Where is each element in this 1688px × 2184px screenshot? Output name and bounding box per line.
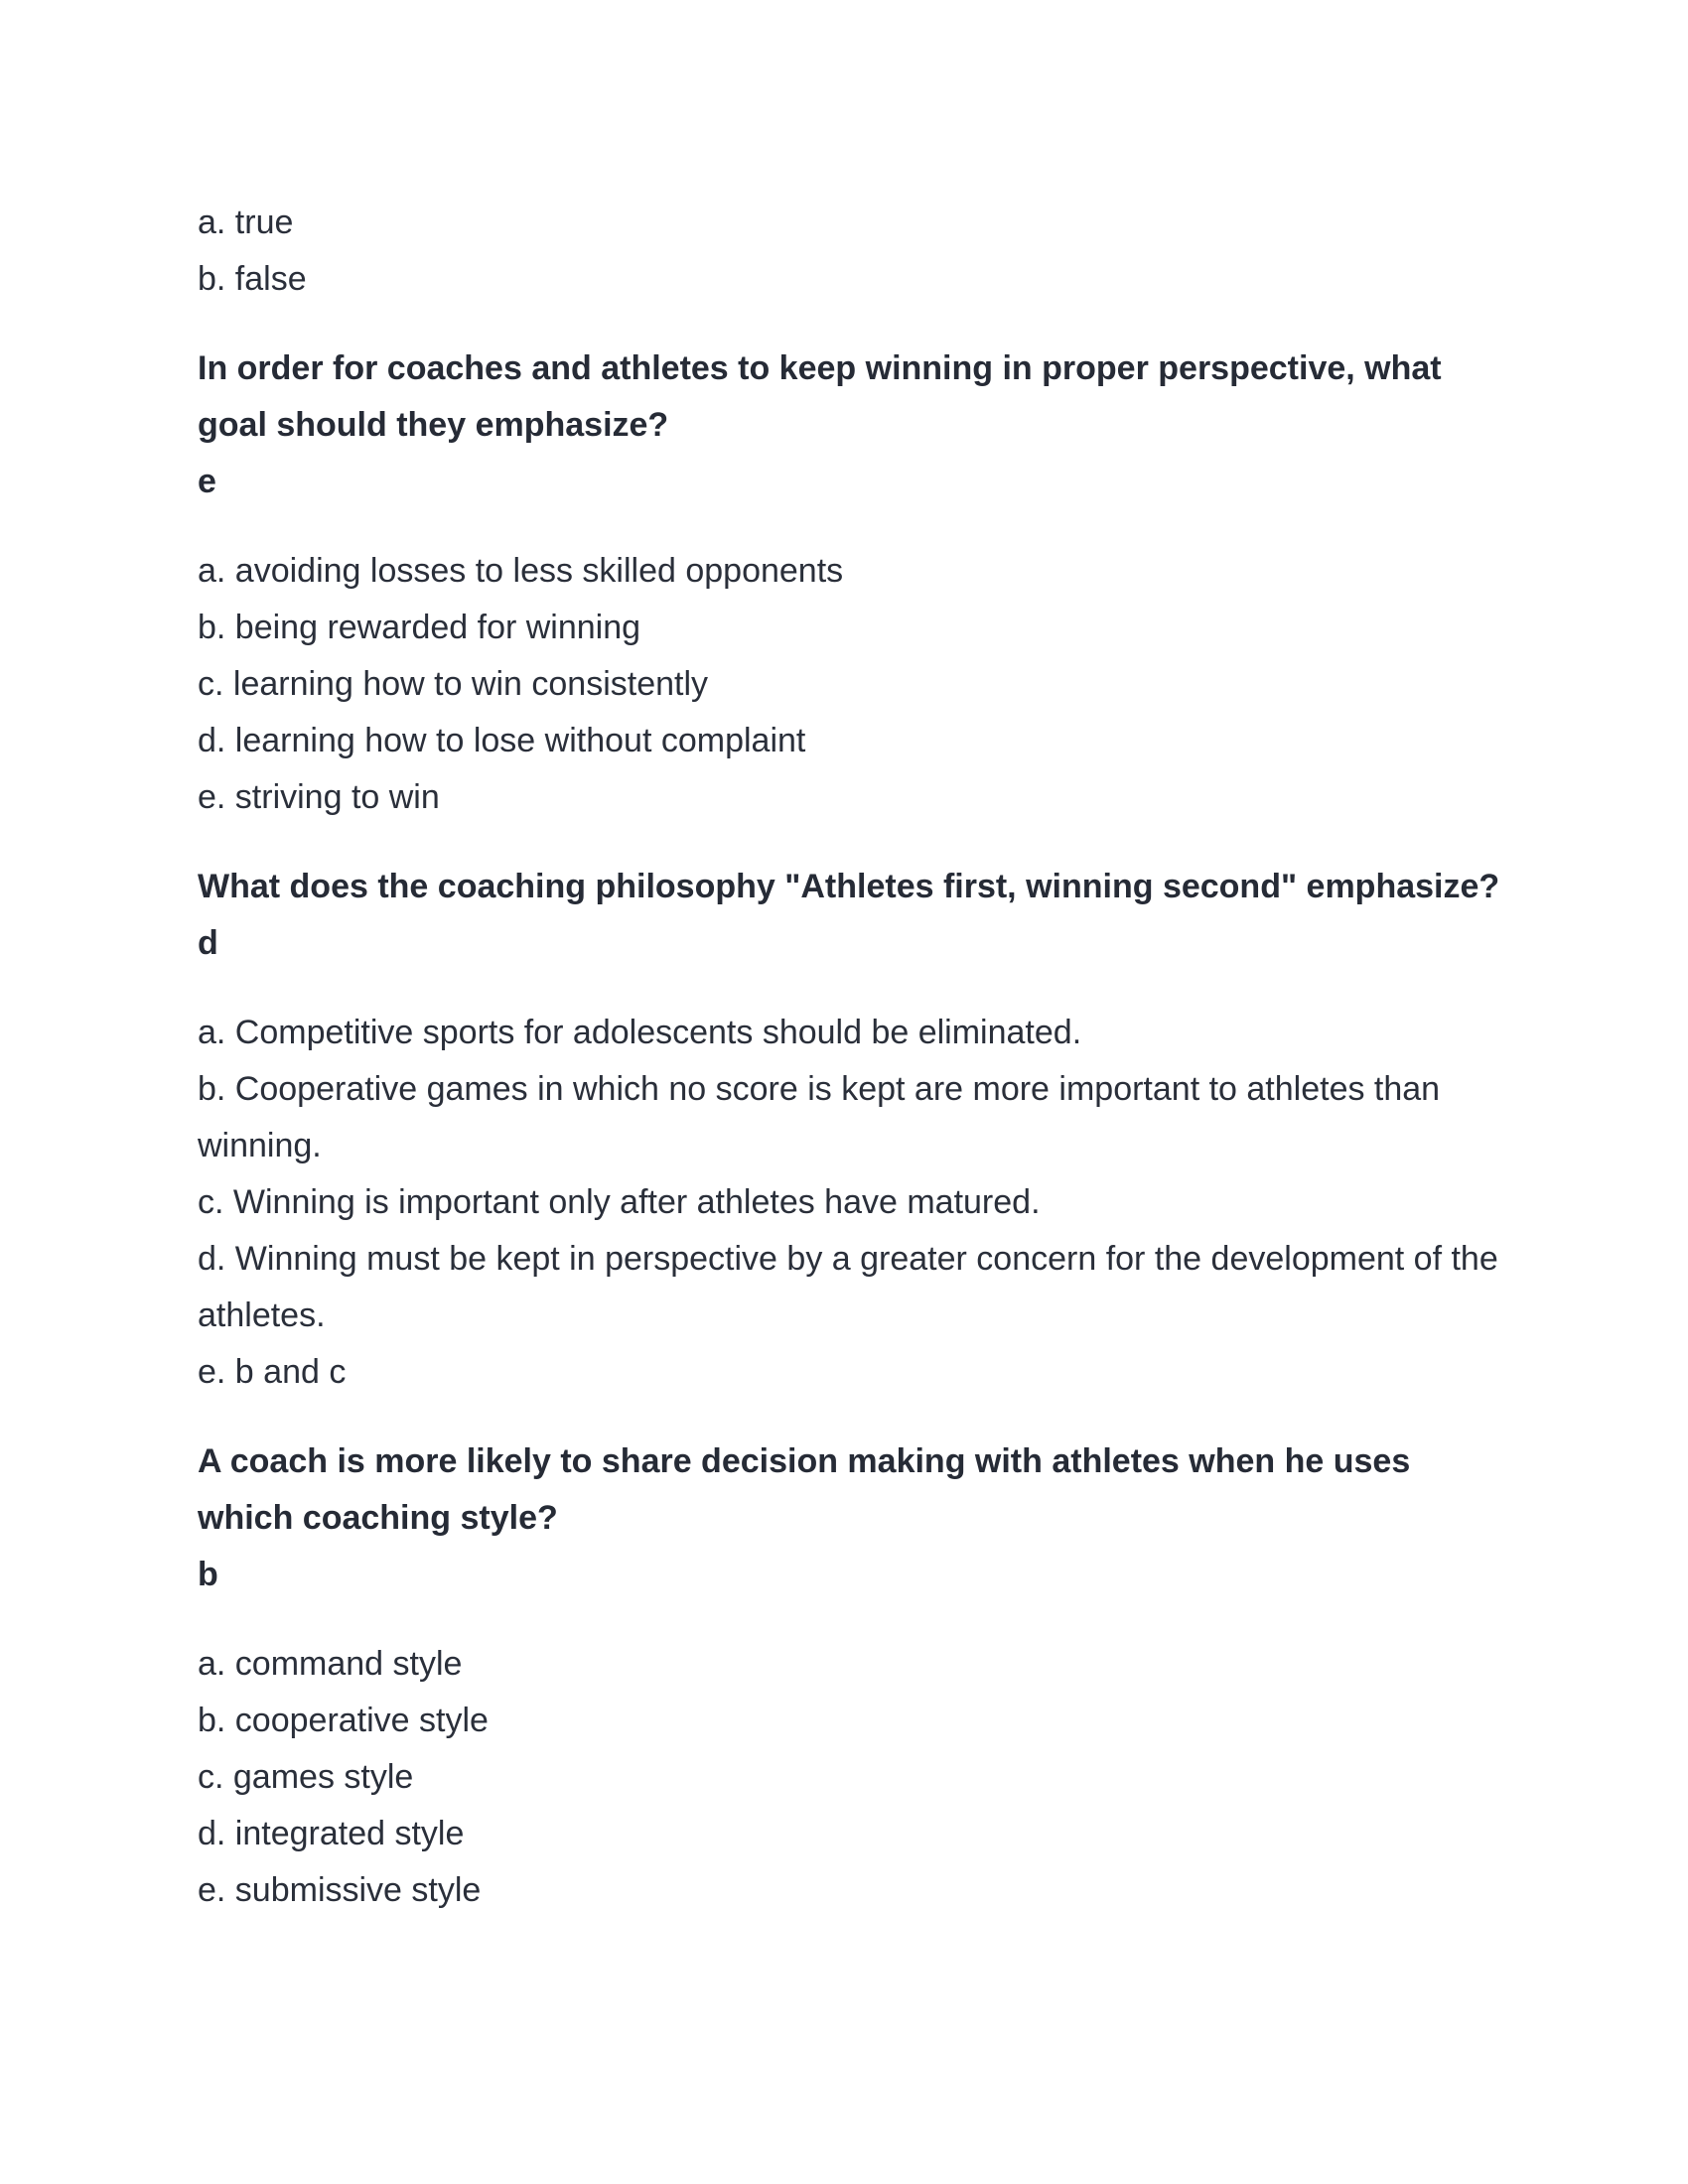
option-item: e. b and c xyxy=(198,1353,347,1391)
option-item: a. Competitive sports for adolescents should be eliminated. xyxy=(198,1014,1082,1051)
option-item: c. Winning is important only after athletes have matured. xyxy=(198,1183,1041,1221)
option-item: d. Winning must be kept in perspective by a greater concern for the development of the athletes. xyxy=(198,1240,1498,1334)
option-list xyxy=(198,1636,1508,1919)
option-item: c. learning how to win consistently xyxy=(198,665,709,703)
question-prompt: A coach is more likely to share decision making with athletes when he uses which coaching style? xyxy=(198,1442,1411,1537)
option-item: b. cooperative style xyxy=(198,1702,489,1739)
option-list xyxy=(198,1005,1508,1401)
answer-key: e xyxy=(198,463,216,500)
option-item: d. learning how to lose without complaint xyxy=(198,722,806,759)
option-item: a. avoiding losses to less skilled opponents xyxy=(198,552,844,590)
option-item: b. being rewarded for winning xyxy=(198,609,641,646)
question-block xyxy=(198,341,1508,826)
option-item: a. command style xyxy=(198,1645,463,1683)
intro-options xyxy=(198,195,1508,308)
option-item: e. striving to win xyxy=(198,778,440,816)
document-page xyxy=(198,195,1508,1919)
option-item: b. false xyxy=(198,260,307,298)
option-item: a. true xyxy=(198,204,294,241)
option-item: b. Cooperative games in which no score is kept are more important to athletes than winning. xyxy=(198,1070,1441,1164)
question-block xyxy=(198,1433,1508,1919)
option-item: d. integrated style xyxy=(198,1815,465,1852)
answer-key: d xyxy=(198,924,218,962)
question-prompt: What does the coaching philosophy "Athletes first, winning second" emphasize? xyxy=(198,868,1500,905)
answer-key: b xyxy=(198,1556,218,1593)
option-list xyxy=(198,543,1508,826)
question-prompt: In order for coaches and athletes to keep winning in proper perspective, what goal should they emphasize? xyxy=(198,349,1442,444)
option-item: c. games style xyxy=(198,1758,414,1796)
option-item: e. submissive style xyxy=(198,1871,482,1909)
question-block xyxy=(198,859,1508,1401)
